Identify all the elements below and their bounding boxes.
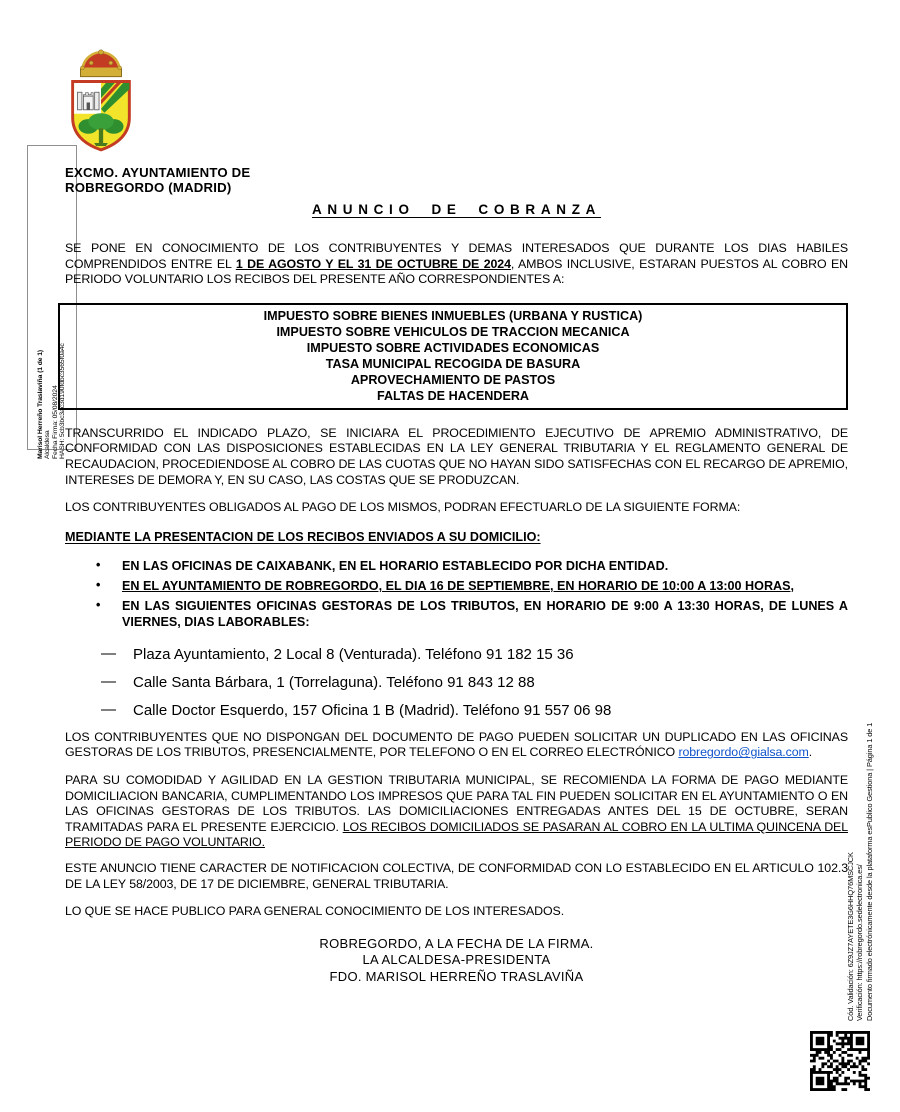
payment-option-text: EN EL AYUNTAMIENTO DE ROBREGORDO, EL DIA 16 DE SEPTIEMBRE, EN HORARIO DE 10:00 A 13:00 HORAS, [122, 578, 795, 593]
bullet-icon: • [96, 557, 101, 572]
signature-line: FDO. MARISOL HERREÑO TRASLAVIÑA [329, 968, 584, 984]
payment-options-list [65, 558, 848, 630]
duplicate-pre: LOS CONTRIBUYENTES QUE NO DISPONGAN DEL DOCUMENTO DE PAGO PUEDEN SOLICITAR UN DUPLICADO EN LAS OFICINAS GESTORAS DE LOS TRIBUTOS, PRESENCIALMENTE, POR TELEFONO O EN EL CORREO ELECTRÓNICO [65, 729, 848, 760]
signature-line: LA ALCALDESA-PRESIDENTA [362, 952, 551, 968]
payment-option-text: EN LAS OFICINAS DE CAIXABANK, EN EL HORARIO ESTABLECIDO POR DICHA ENTIDAD. [122, 558, 669, 573]
tax-item: APROVECHAMIENTO DE PASTOS [350, 372, 556, 387]
direct-debit-underlined: LOS RECIBOS DOMICILIADOS SE PASARAN AL COBRO EN LA ULTIMA QUINCENA DEL PERIODO DE PAGO VOLUNTARIO. [65, 819, 848, 850]
tax-list-box [58, 303, 848, 410]
bullet-icon: • [96, 577, 101, 592]
dash-icon: — [101, 700, 116, 718]
tax-item: IMPUESTO SOBRE VEHICULOS DE TRACCION MECANICA [276, 324, 630, 339]
stamp-line: Alcaldesa [44, 430, 52, 459]
direct-debit-paragraph [65, 773, 848, 851]
payment-option-text: EN LAS SIGUIENTES OFICINAS GESTORAS DE LOS TRIBUTOS, EN HORARIO DE 9:00 A 13:30 HORAS, DE LUNES A VIERNES, DIAS LABORABLES: [122, 598, 848, 629]
payment-option [65, 578, 848, 594]
validation-line: Verificación: https://robregordo.sedelectronica.es/ [855, 864, 865, 1021]
document-body [65, 165, 848, 985]
intro-paragraph [65, 241, 848, 288]
office-text: Plaza Ayuntamiento, 2 Local 8 (Venturada). Teléfono 91 182 15 36 [133, 645, 574, 663]
payment-option [65, 598, 848, 630]
qr-code-icon [810, 1031, 870, 1091]
stamp-line: HASH: 5cb3bc3ac3d190fdbc3565f0a4c [58, 343, 66, 459]
duplicate-paragraph [65, 730, 848, 761]
org-name-line2: ROBREGORDO (MADRID) [65, 180, 232, 195]
enforcement-paragraph: TRANSCURRIDO EL INDICADO PLAZO, SE INICIARA EL PROCEDIMIENTO EJECUTIVO DE APREMIO ADMINISTRATIVO, DE CONFORMIDAD CON LAS DISPOSICIONES ESTABLECIDAS EN LA LEY GENERAL TRIBUTARIA Y EL REGLAMENTO GENERAL DE RECAUDACION, PROCEDIENDOSE AL COBRO DE LAS CUOTAS QUE NO HAYAN SIDO SATISFECHAS CON EL RECARGO DE APREMIO, INTERESES DE DEMORA Y, EN SU CASO, LAS COSTAS QUE SE PRODUZCAN. [65, 425, 848, 487]
collective-notice-paragraph: ESTE ANUNCIO TIENE CARACTER DE NOTIFICACION COLECTIVA, DE CONFORMIDAD CON LO ESTABLECIDO EN EL ARTICULO 102.3 DE LA LEY 58/2003, DE 17 DE DICIEMBRE, GENERAL TRIBUTARIA. [65, 860, 848, 891]
validation-line: Cód. Validación: 6Z9JZ7AYETE3G6HHQ76MSCJCK [846, 852, 855, 1021]
dash-icon: — [101, 644, 116, 662]
signature-block [65, 936, 848, 986]
payment-intro-paragraph: LOS CONTRIBUYENTES OBLIGADOS AL PAGO DE LOS MISMOS, PODRAN EFECTUARLO DE LA SIGUIENTE FORMA: [65, 500, 741, 515]
office-text: Calle Santa Bárbara, 1 (Torrelaguna). Teléfono 91 843 12 88 [133, 673, 535, 691]
dash-icon: — [101, 672, 116, 690]
office-item [65, 674, 848, 691]
tax-item: IMPUESTO SOBRE BIENES INMUEBLES (URBANA Y RUSTICA) [263, 308, 643, 323]
method-heading: MEDIANTE LA PRESENTACION DE LOS RECIBOS ENVIADOS A SU DOMICILIO: [65, 529, 541, 544]
tax-item: FALTAS DE HACENDERA [376, 388, 530, 403]
coat-of-arms-icon [58, 48, 144, 156]
validation-margin-text [846, 675, 874, 1021]
direct-debit-pre: PARA SU COMODIDAD Y AGILIDAD EN LA GESTION TRIBUTARIA MUNICIPAL, SE RECOMIENDA LA FORMA DE PAGO MEDIANTE DOMICILIACION BANCARIA, CUMPLIMENTANDO LOS IMPRESOS QUE PARA TAL FIN PUEDEN SOLICITAR EN EL AYUNTAMIENTO O EN LAS OFICINAS GESTORAS DE LOS TRIBUTOS. LAS DOMICILIACIONES ENTREGADAS ANTES DEL 15 DE OCTUBRE, SERAN TRAMITADAS PARA EL PRESENTE EJERCICIO. [65, 772, 848, 834]
closing-paragraph: LO QUE SE HACE PUBLICO PARA GENERAL CONOCIMIENTO DE LOS INTERESADOS. [65, 904, 565, 919]
validation-line: Documento firmado electrónicamente desde la plataforma esPublico Gestiona | Página 1 de 1 [864, 722, 874, 1021]
bullet-icon: • [96, 597, 101, 612]
office-item [65, 702, 848, 719]
intro-pre: SE PONE EN CONOCIMIENTO DE LOS CONTRIBUYENTES Y DEMAS INTERESADOS QUE DURANTE LOS DIAS HABILES COMPRENDIDOS ENTRE EL [65, 241, 848, 271]
org-name [65, 165, 848, 195]
offices-list [65, 646, 848, 719]
tax-item: IMPUESTO SOBRE ACTIVIDADES ECONOMICAS [306, 340, 600, 355]
payment-option [65, 558, 848, 574]
page-title: ANUNCIO DE COBRANZA [311, 202, 602, 217]
stamp-line: Marisol Herreño Traslaviña (1 de 1) [37, 349, 44, 459]
tax-item: TASA MUNICIPAL RECOGIDA DE BASURA [325, 356, 581, 371]
intro-post: , AMBOS INCLUSIVE, ESTARAN PUESTOS AL COBRO EN PERIODO VOLUNTARIO LOS RECIBOS DEL PRESENTE AÑO CORRESPONDIENTES A: [65, 256, 848, 287]
org-name-line1: EXCMO. AYUNTAMIENTO DE [65, 165, 251, 180]
office-item [65, 646, 848, 663]
stamp-line: Fecha Firma: 05/08/2024 [51, 385, 59, 459]
email-link[interactable]: robregordo@gialsa.com [678, 745, 809, 760]
collection-period: 1 DE AGOSTO Y EL 31 DE OCTUBRE DE 2024 [235, 256, 511, 271]
office-text: Calle Doctor Esquerdo, 157 Oficina 1 B (Madrid). Teléfono 91 557 06 98 [133, 701, 612, 719]
duplicate-post: . [808, 745, 813, 760]
signature-line: ROBREGORDO, A LA FECHA DE LA FIRMA. [319, 935, 594, 951]
